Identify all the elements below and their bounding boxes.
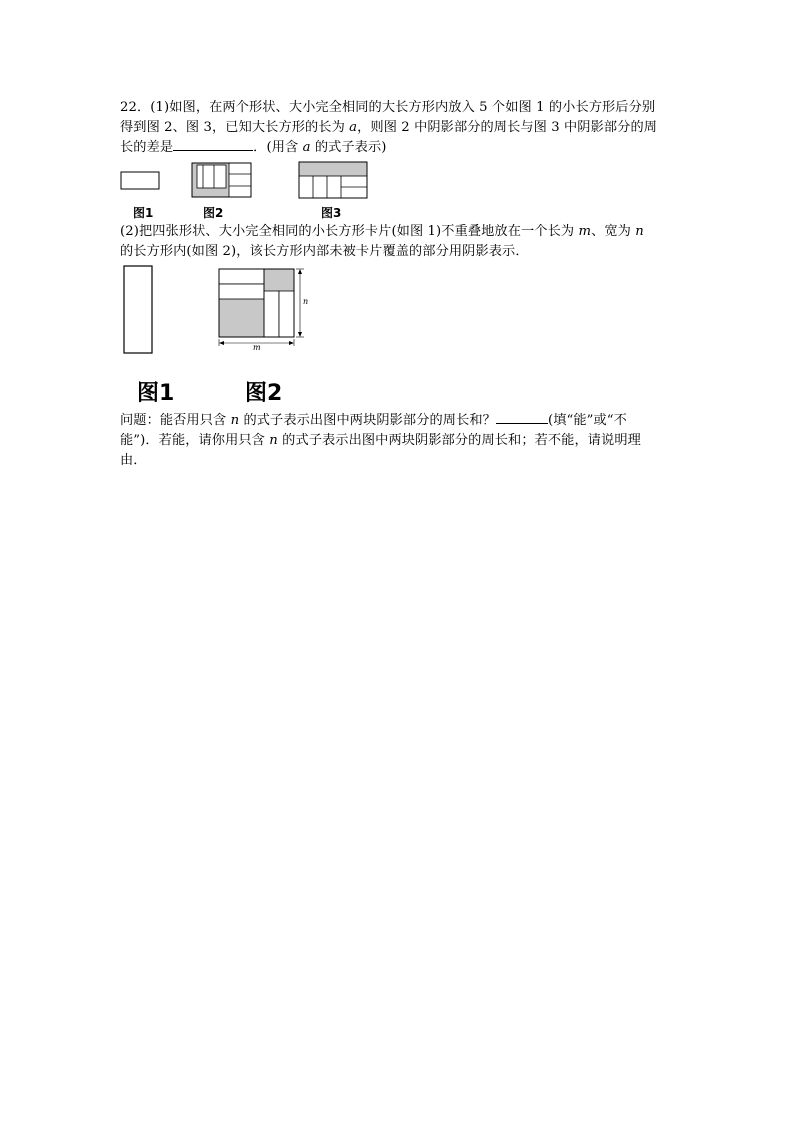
part1-line2-text-b: ，则图 2 中阴影部分的周长与图 3 中阴影部分的周	[357, 120, 658, 135]
p2-caption-fig2: 图2	[245, 381, 283, 406]
part2-line1-text-a: (2)把四张形状、大小完全相同的小长方形卡片(如图 1)不重叠地放在一个长为	[120, 224, 579, 239]
p1-caption-fig1: 图1	[133, 206, 154, 220]
part1-line3-text-a: 长的差是	[120, 140, 174, 155]
part2-line2	[120, 242, 676, 262]
p2-fig2	[219, 269, 304, 346]
var-n-2: n	[230, 413, 240, 428]
question-line1-text-a: 问题：能否用只含	[120, 413, 231, 428]
var-m: m	[578, 224, 592, 239]
p1-fig3	[299, 162, 367, 198]
p2-fig2-shade-top-right	[264, 269, 294, 291]
var-a-2: a	[302, 140, 311, 155]
question-line3-text: 由．	[120, 453, 147, 468]
p2-fig2-card-1	[219, 269, 264, 284]
dim-m-label: m	[253, 343, 261, 352]
answer-blank-2[interactable]	[496, 411, 548, 424]
dim-n-label: n	[303, 297, 309, 306]
var-n: n	[635, 224, 644, 239]
question-line1	[120, 411, 676, 431]
question-line3	[120, 451, 676, 471]
p2-fig2-card-2	[219, 284, 264, 299]
part1-line3-text-b: ．(用含	[253, 140, 303, 155]
part2-line2-text: 的长方形内(如图 2)，该长方形内部未被卡片覆盖的部分用阴影表示．	[120, 244, 529, 259]
part2-line1	[120, 222, 676, 242]
p1-fig2-card-left	[197, 165, 226, 188]
part2-line1-text-b: 、宽为	[591, 224, 636, 239]
question-line1-text-c: (填“能”或“不	[547, 413, 627, 428]
p2-caption-fig1: 图1	[137, 381, 175, 406]
question-line2-text-a: 能”)．若能，请你用只含	[120, 433, 270, 448]
p1-caption-fig3: 图3	[321, 206, 342, 220]
p1-fig2	[192, 163, 251, 197]
var-a: a	[349, 120, 358, 135]
question-line1-text-b: 的式子表示出图中两块阴影部分的周长和？	[239, 413, 496, 428]
part1-line3-text-c: 的式子表示)	[310, 140, 387, 155]
p1-fig1-rect	[121, 172, 159, 189]
p2-fig2-card-3	[264, 291, 279, 337]
p2-fig2-card-4	[279, 291, 294, 337]
p2-fig1-rect	[124, 266, 152, 353]
p1-caption-fig2: 图2	[203, 206, 224, 220]
question-line2	[120, 431, 676, 451]
part1-line1-text: 22．(1)如图，在两个形状、大小完全相同的大长方形内放入 5 个如图 1 的小长方形后分别	[120, 100, 656, 115]
question-line2-text-b: 的式子表示出图中两块阴影部分的周长和；若不能，请说明理	[277, 433, 641, 448]
p1-fig2-card-right	[229, 163, 251, 197]
var-n-3: n	[269, 433, 278, 448]
part1-line2-text-a: 得到图 2、图 3，已知大长方形的长为	[120, 120, 350, 135]
p2-fig2-shade-bottom-left	[219, 299, 264, 337]
